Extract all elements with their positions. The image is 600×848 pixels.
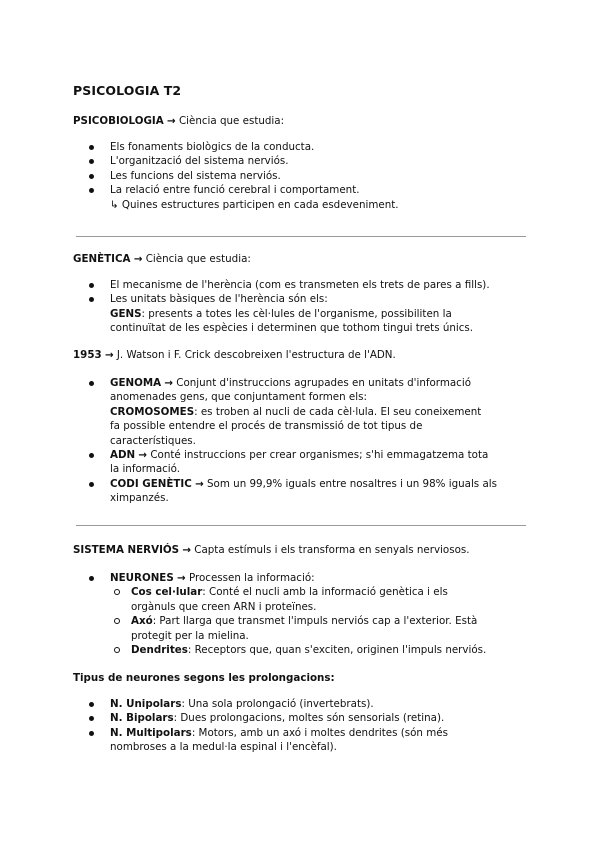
psicobiologia-term: PSICOBIOLOGIA — [73, 115, 164, 127]
genetica-term: GENÈTICA — [73, 253, 131, 265]
adn-list — [73, 376, 497, 506]
sublist-item-dendrites — [110, 643, 486, 657]
cromosomes-text: : es troben al nucli de cada cèl·lula. El seu coneixement — [194, 405, 482, 418]
dendrites-term: Dendrites — [131, 644, 188, 657]
neurones-term: NEURONES — [110, 572, 174, 584]
arrow-icon: → — [167, 115, 176, 127]
arrow-icon: → — [164, 377, 173, 389]
psicobiologia-list — [73, 140, 399, 212]
sistema-term: SISTEMA NERVIÓS — [73, 544, 180, 556]
arrow-icon: → — [104, 349, 114, 361]
multipolars-term: N. Multipolars — [110, 726, 192, 739]
adn-text-cont: la informació. — [110, 463, 181, 476]
list-item: Els fonaments biològics de la conducta. — [73, 140, 399, 154]
list-item-bipolars — [73, 711, 448, 725]
sistema-nervios-definition — [73, 543, 470, 558]
list-item: Les funcions del sistema nerviós. — [73, 169, 399, 183]
genetica-list — [73, 278, 490, 336]
list-item-multipolars — [73, 726, 448, 755]
cromosomes-term: CROMOSOMES — [110, 405, 195, 418]
arrow-icon: → — [133, 253, 143, 265]
bipolars-text: : Dues prolongacions, moltes són sensorials (retina). — [173, 712, 445, 725]
page-title: PSICOLOGIA T2 — [73, 83, 182, 98]
psicobiologia-def: Ciència que estudia: — [175, 115, 285, 127]
list-item-codi — [73, 477, 497, 506]
arrow-icon: → — [177, 572, 186, 584]
tipus-neurones-heading: Tipus de neurones segons les prolongacions: — [73, 672, 335, 684]
adn-term: ADN — [110, 449, 136, 462]
list-item-unipolars — [73, 697, 448, 711]
arrow-icon: → — [138, 449, 148, 462]
psicobiologia-note: ↳ Quines estructures participen en cada esdeveniment. — [110, 198, 399, 211]
dendrites-text: : Receptors que, quan s'exciten, originen l'impuls nerviós. — [187, 644, 487, 657]
psicobiologia-definition — [73, 114, 284, 129]
year-label: 1953 — [73, 349, 102, 361]
genetica-def: Ciència que estudia: — [142, 253, 251, 265]
list-item-genoma — [73, 376, 497, 448]
multipolars-text: : Motors, amb un axó i moltes dendrites (són més — [191, 726, 448, 739]
list-item-text: Les unitats bàsiques de l'herència són els: — [110, 293, 328, 306]
genoma-term: GENOMA — [110, 377, 162, 389]
codi-text-cont: ximpanzés. — [110, 492, 169, 505]
list-item-neurones — [73, 571, 486, 657]
bipolars-term: N. Bipolars — [110, 712, 174, 725]
sublist-item-cos — [110, 585, 486, 614]
neurones-list — [73, 571, 486, 657]
sublist-item-axo — [110, 614, 486, 643]
cromosomes-text-cont: característiques. — [110, 434, 196, 447]
cos-text-cont: orgànuls que creen ARN i proteïnes. — [131, 600, 317, 613]
genoma-text-cont: anomenades gens, que conjuntament formen els: — [110, 391, 367, 404]
gens-term: GENS — [110, 307, 142, 320]
adn-text: Conté instruccions per crear organismes; s'hi emmagatzema tota — [147, 449, 489, 462]
list-item — [73, 292, 490, 335]
cos-term: Cos cel·lular — [131, 586, 203, 599]
cos-text: : Conté el nucli amb la informació genètica i els — [202, 586, 448, 599]
tipus-neurones-list — [73, 697, 448, 755]
axo-text-cont: protegit per la mielina. — [131, 629, 249, 642]
unipolars-text: : Una sola prolongació (invertebrats). — [181, 698, 374, 710]
gens-text: : presents a totes les cèl·lules de l'organisme, possibiliten la — [141, 307, 452, 320]
neurones-text: Processen la informació: — [185, 572, 315, 584]
list-item — [73, 183, 399, 212]
codi-text: Som un 99,9% iguals entre nosaltres i un 98% iguals als — [203, 477, 497, 490]
axo-text: : Part llarga que transmet l'impuls nerviós cap a l'exterior. Està — [152, 615, 478, 628]
neurones-sublist — [110, 585, 486, 657]
list-item: L'organització del sistema nerviós. — [73, 154, 399, 168]
section-divider — [76, 525, 526, 526]
multipolars-text-cont: nombroses a la medul·la espinal i l'encèfal). — [110, 741, 337, 754]
axo-term: Axó — [131, 615, 153, 628]
section-divider — [76, 236, 526, 237]
arrow-icon: → — [182, 544, 191, 556]
list-item-adn — [73, 448, 497, 477]
year-1953-line — [73, 348, 396, 363]
cromosomes-text-cont: fa possible entendre el procés de transmissió de tot tipus de — [110, 420, 423, 433]
sistema-text: Capta estímuls i els transforma en senyals nerviosos. — [191, 544, 470, 556]
arrow-icon: → — [195, 477, 204, 490]
gens-text-cont: continuïtat de les espècies i determinen que tothom tingui trets únics. — [110, 322, 474, 335]
unipolars-term: N. Unipolars — [110, 698, 182, 710]
list-item: El mecanisme de l'herència (com es transmeten els trets de pares a fills). — [73, 278, 490, 292]
genoma-text: Conjunt d'instruccions agrupades en unitats d'informació — [173, 377, 471, 389]
genetica-definition — [73, 252, 251, 267]
list-item-text: La relació entre funció cerebral i comportament. — [110, 184, 360, 197]
codi-term: CODI GENÈTIC — [110, 477, 192, 490]
year-text: J. Watson i F. Crick descobreixen l'estructura de l'ADN. — [113, 349, 396, 361]
